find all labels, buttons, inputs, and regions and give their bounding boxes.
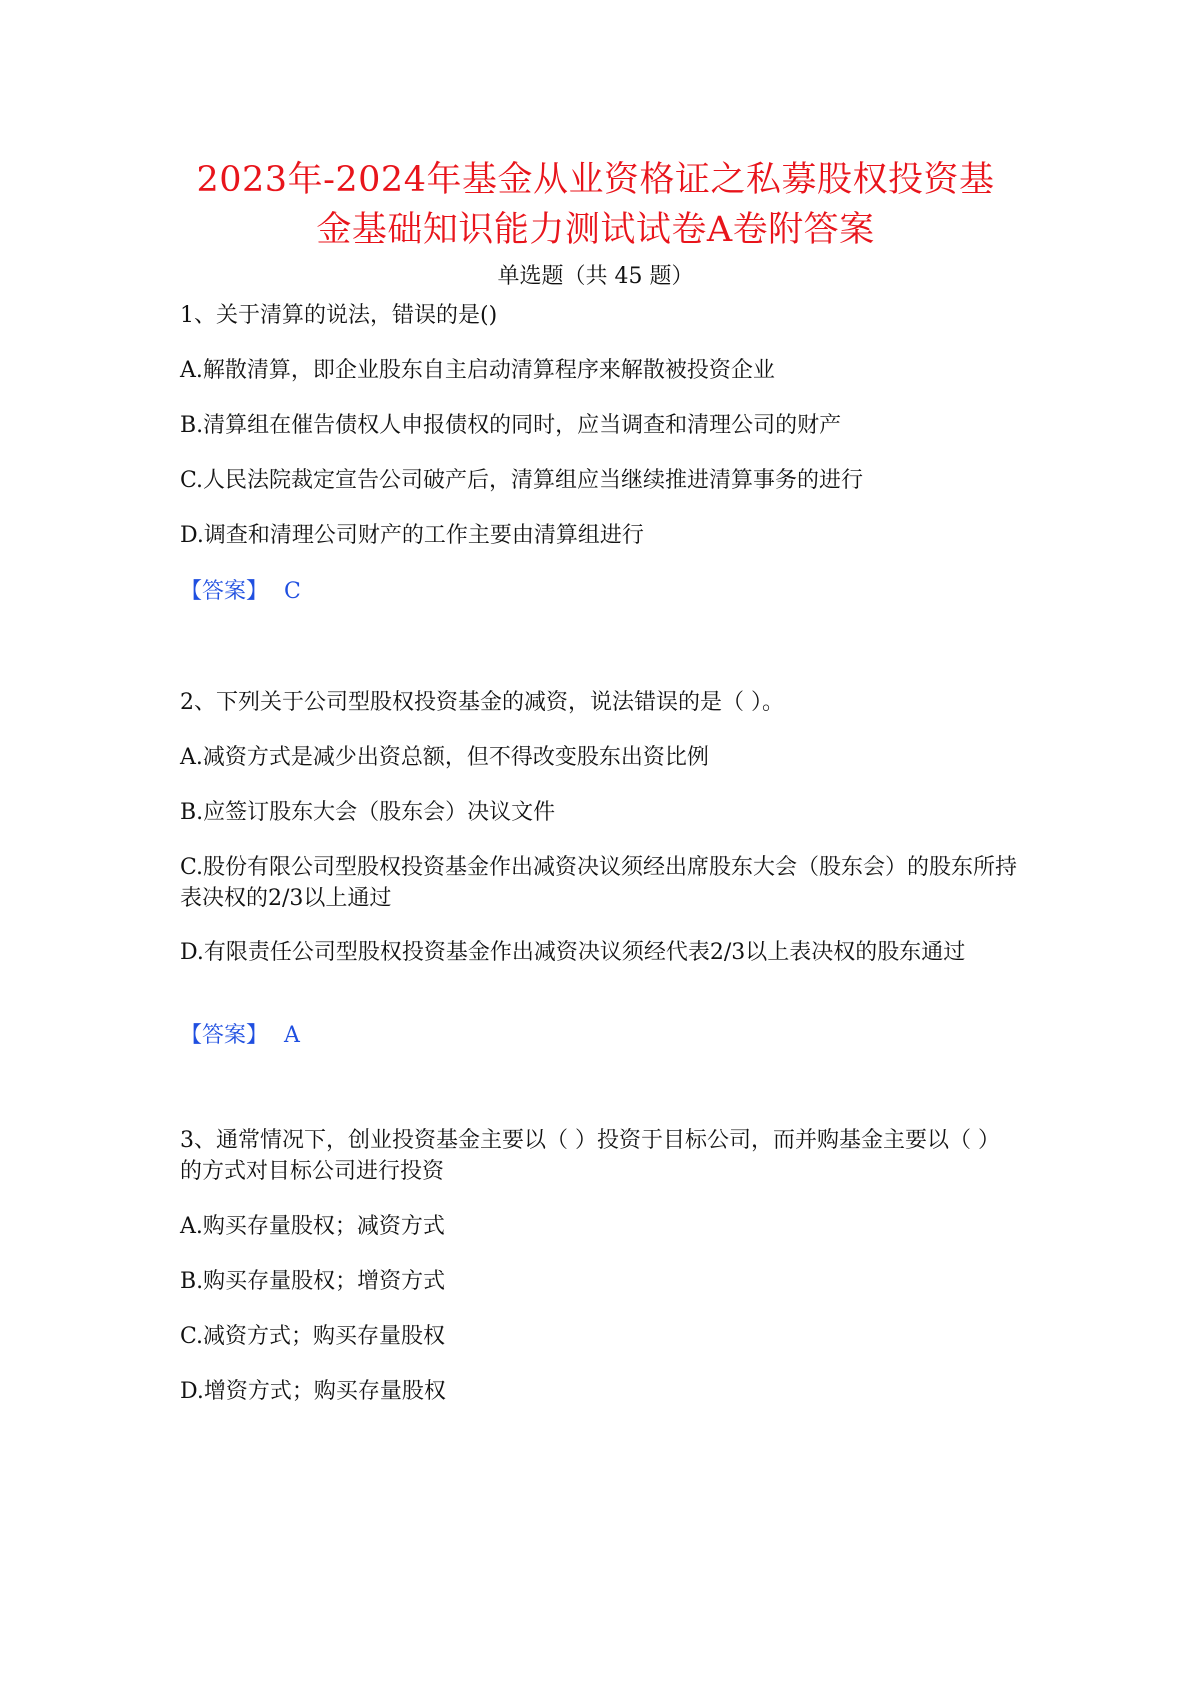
title-line-1: 2023年-2024年基金从业资格证之私募股权投资基: [196, 160, 995, 201]
option-a: A.解散清算，即企业股东自主启动清算程序来解散被投资企业: [180, 358, 775, 383]
option-c: C.股份有限公司型股权投资基金作出减资决议须经出席股东大会（股东会）的股东所持表决权的2/3以上通过: [180, 855, 1018, 911]
answer-value: C: [284, 579, 301, 604]
document-title: [120, 155, 1071, 255]
answer-label: 【答案】: [180, 579, 269, 604]
option-a: A.购买存量股权；减资方式: [180, 1214, 445, 1239]
title-line-2: 金基础知识能力测试试卷A卷附答案: [316, 210, 875, 251]
option-d: D.调查和清理公司财产的工作主要由清算组进行: [180, 523, 644, 548]
answer-value: A: [284, 1023, 300, 1048]
answer-line: [180, 576, 1020, 607]
option-b: B.清算组在催告债权人申报债权的同时，应当调查和清理公司的财产: [180, 413, 842, 438]
option-d: D.增资方式；购买存量股权: [180, 1379, 446, 1404]
option-b: B.购买存量股权；增资方式: [180, 1269, 446, 1294]
section-heading: 单选题（共 45 题）: [497, 264, 694, 289]
option-b: B.应签订股东大会（股东会）决议文件: [180, 800, 556, 825]
option-a: A.减资方式是减少出资总额，但不得改变股东出资比例: [180, 745, 709, 770]
option-c: C.人民法院裁定宣告公司破产后，清算组应当继续推进清算事务的进行: [180, 468, 864, 493]
question-stem: 1、关于清算的说法，错误的是(): [180, 303, 498, 328]
option-d: D.有限责任公司型股权投资基金作出减资决议须经代表2/3以上表决权的股东通过: [180, 940, 966, 965]
answer-label: 【答案】: [180, 1023, 269, 1048]
answer-line: [180, 1020, 1020, 1051]
option-c: C.减资方式；购买存量股权: [180, 1324, 446, 1349]
question-stem: 2、下列关于公司型股权投资基金的减资，说法错误的是（ ）。: [180, 690, 784, 715]
question-stem: 3、通常情况下，创业投资基金主要以（ ）投资于目标公司，而并购基金主要以（ ）的方式对目标公司进行投资: [180, 1128, 1000, 1184]
